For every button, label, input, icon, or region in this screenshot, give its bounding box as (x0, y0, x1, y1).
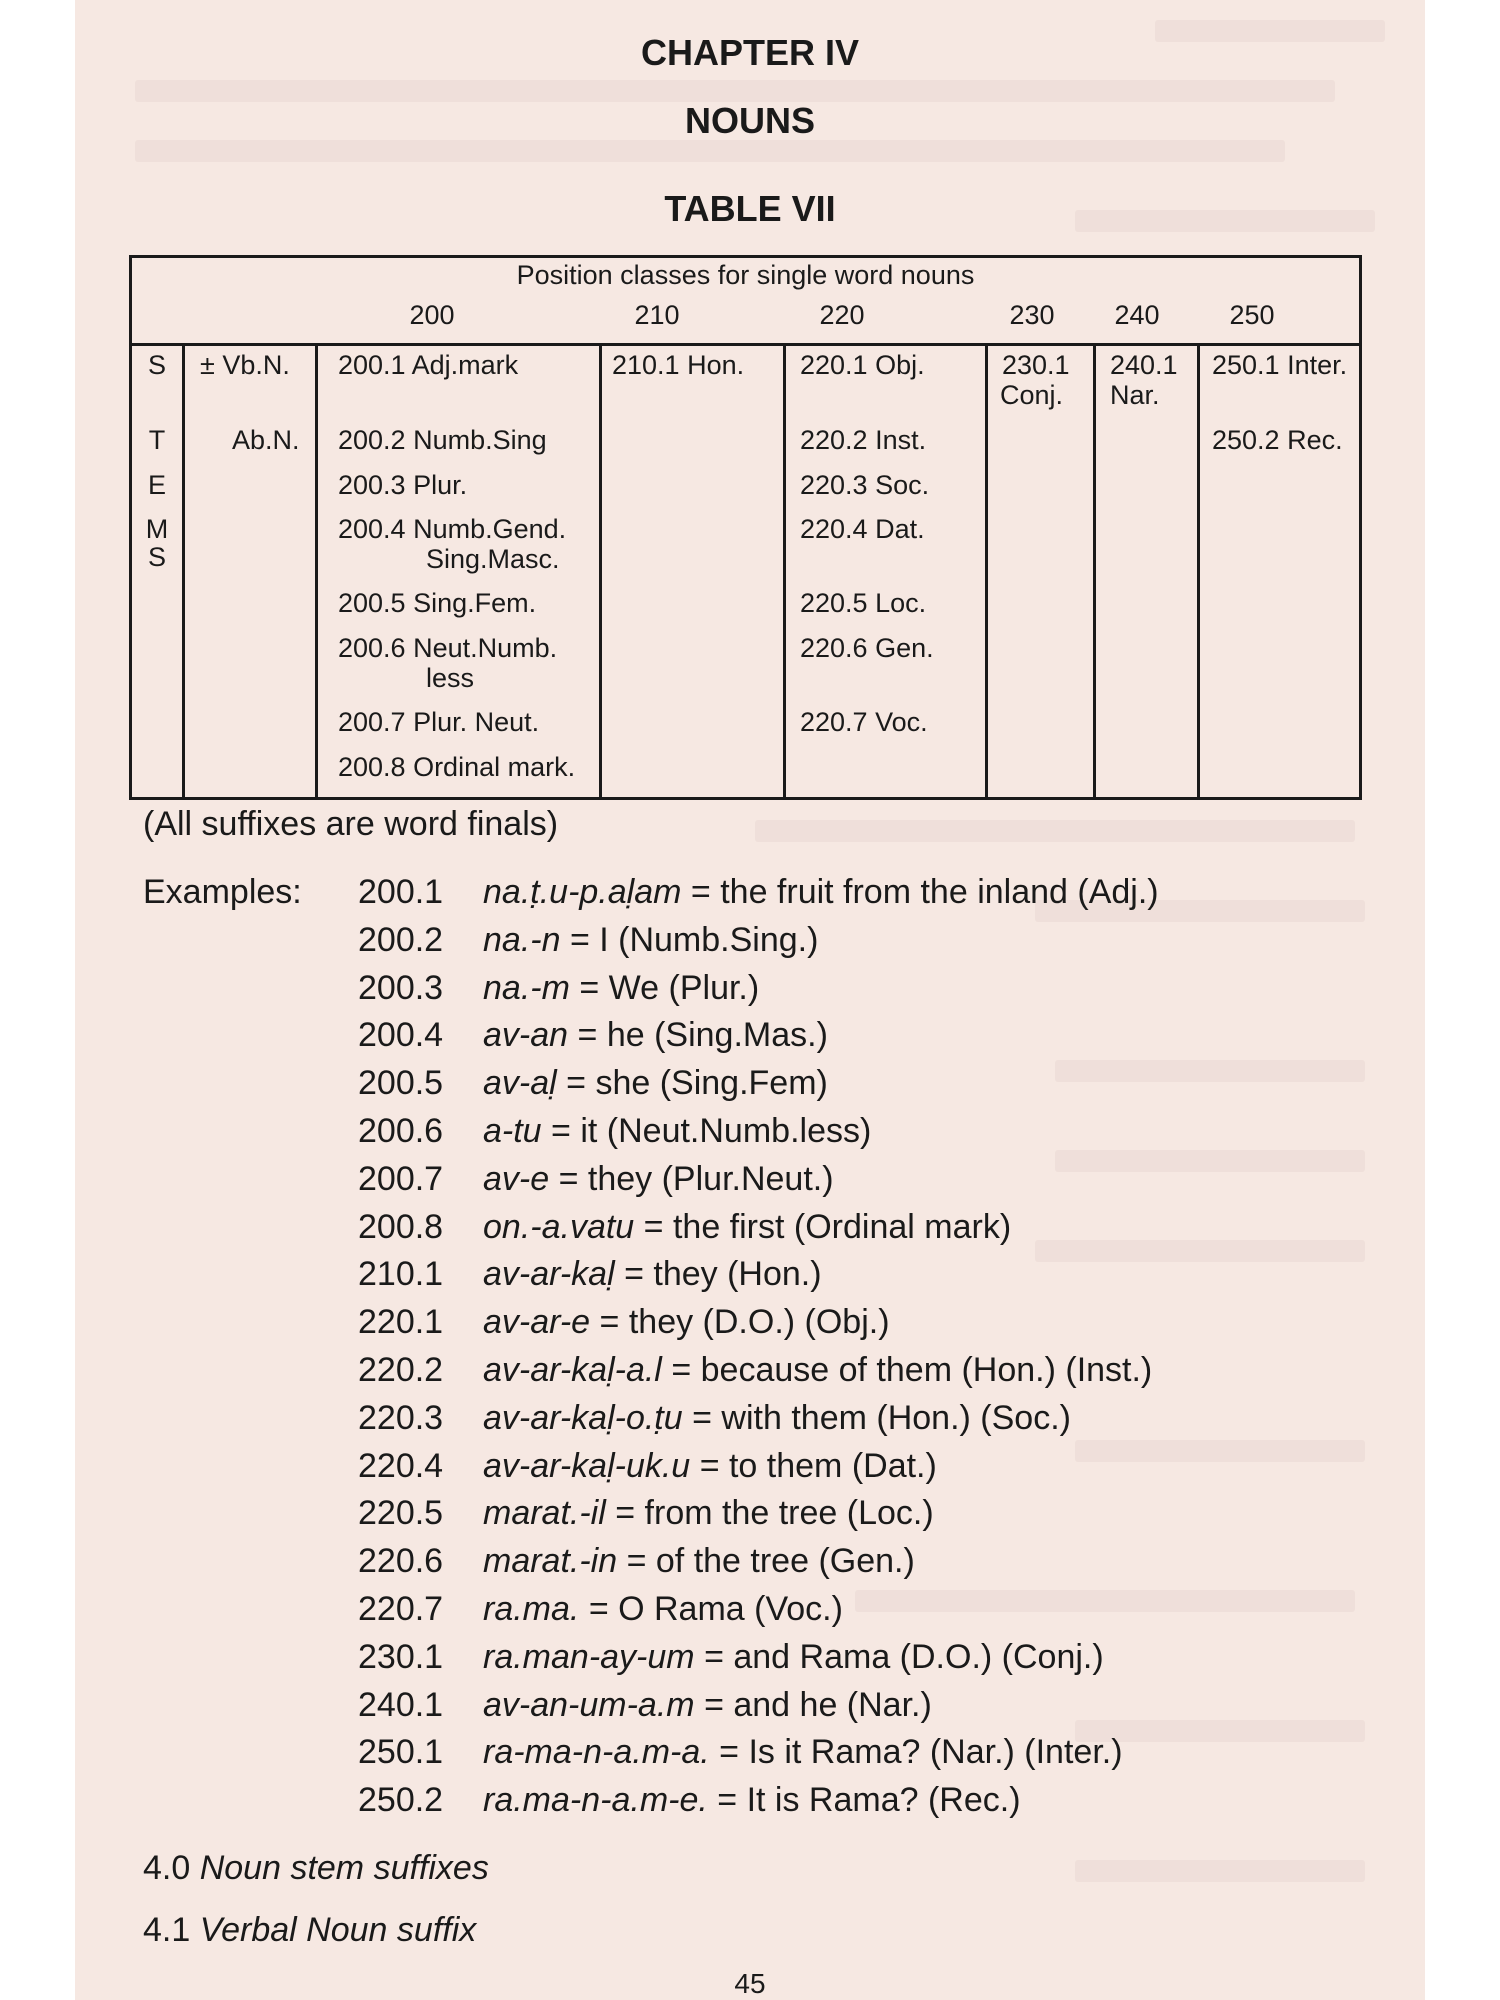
column-divider (599, 346, 602, 797)
stem-letter: M (145, 514, 169, 544)
example-number: 220.4 (358, 1446, 444, 1485)
cell-250-1: 250.1 Inter. (1212, 350, 1348, 380)
example-row (358, 1255, 822, 1294)
cell-230-1: 230.1 (1002, 350, 1070, 380)
example-row (358, 1016, 828, 1055)
example-row (358, 1542, 915, 1581)
example-row (358, 1494, 934, 1533)
example-form: na.-n (483, 920, 561, 959)
example-gloss: = because of them (Hon.) (Inst.) (671, 1351, 1153, 1389)
stem-letter: S (147, 542, 166, 572)
example-row (358, 1638, 1104, 1677)
example-gloss: = to them (Dat.) (699, 1446, 937, 1485)
cell-200-4-cont: Sing.Masc. (426, 544, 560, 574)
table-caption: Position classes for single word nouns (516, 260, 975, 290)
cell-220-2: 220.2 Inst. (800, 425, 927, 455)
stem-type-abstract-noun: Ab.N. (232, 425, 300, 455)
example-number: 220.6 (358, 1542, 444, 1581)
example-number: 230.1 (358, 1637, 444, 1676)
example-row (358, 1686, 932, 1725)
example-row (358, 1590, 843, 1629)
example-row (358, 1160, 834, 1199)
example-row (358, 1303, 890, 1342)
example-number: 220.7 (358, 1590, 444, 1628)
example-gloss: = the first (Ordinal mark) (643, 1207, 1012, 1246)
example-form: na.ṭ.u-p.aḷam (483, 873, 682, 911)
example-row (358, 1208, 1011, 1247)
example-gloss: = I (Numb.Sing.) (569, 920, 819, 959)
cell-200-7: 200.7 Plur. Neut. (338, 707, 540, 737)
example-form: ra-ma-n-a.m-a. (483, 1733, 710, 1772)
stem-letter: T (148, 425, 166, 455)
example-form: av-an (483, 1016, 569, 1055)
cell-200-1: 200.1 Adj.mark (338, 350, 519, 380)
cell-200-8: 200.8 Ordinal mark. (338, 752, 576, 782)
example-row (358, 1781, 1021, 1820)
cell-200-6-cont: less (426, 663, 475, 693)
example-row (358, 921, 818, 960)
section-number: 4.0 (143, 1849, 191, 1887)
table-note: (All suffixes are word finals) (143, 805, 559, 843)
example-number: 200.2 (358, 920, 444, 959)
cell-220-6: 220.6 Gen. (800, 633, 934, 663)
example-form: av-ar-kaḷ-uk.u (483, 1446, 691, 1485)
example-gloss: = they (Plur.Neut.) (558, 1159, 834, 1198)
column-divider (1197, 346, 1200, 797)
cell-210-1: 210.1 Hon. (612, 350, 745, 380)
position-classes-table (129, 255, 1362, 800)
example-number: 200.8 (358, 1207, 444, 1246)
example-form: av-e (483, 1159, 550, 1198)
section-heading (143, 1849, 489, 1888)
example-gloss: = and he (Nar.) (704, 1685, 932, 1724)
example-number: 200.6 (358, 1112, 444, 1150)
cell-220-3: 220.3 Soc. (800, 470, 930, 500)
example-number: 200.7 (358, 1159, 444, 1198)
cell-200-2: 200.2 Numb.Sing (338, 425, 547, 455)
example-number: 220.5 (358, 1494, 444, 1533)
stem-type-verbal-noun: ± Vb.N. (200, 350, 290, 380)
column-divider (783, 346, 786, 797)
example-row (358, 1351, 1152, 1390)
cell-200-5: 200.5 Sing.Fem. (338, 588, 537, 618)
column-header-250: 250 (1229, 300, 1275, 330)
column-header-240: 240 (1114, 300, 1160, 330)
section-number: 4.1 (143, 1911, 191, 1949)
example-gloss: = O Rama (Voc.) (588, 1590, 843, 1628)
example-form: av-ar-kaḷ (483, 1255, 615, 1294)
example-form: na.-m (483, 968, 570, 1007)
example-form: on.-a.vatu (483, 1207, 635, 1246)
example-row (358, 1112, 871, 1151)
example-form: av-an-um-a.m (483, 1685, 695, 1724)
example-row (358, 969, 759, 1008)
example-gloss: = We (Plur.) (579, 968, 760, 1007)
example-number: 200.4 (358, 1016, 444, 1055)
example-number: 200.1 (358, 873, 444, 911)
example-form: av-ar-e (483, 1303, 591, 1342)
page-number: 45 (734, 1968, 766, 1999)
cell-220-5: 220.5 Loc. (800, 588, 927, 618)
example-number: 250.2 (358, 1781, 444, 1820)
cell-200-6: 200.6 Neut.Numb. (338, 633, 558, 663)
example-form: ra.ma-n-a.m-e. (483, 1781, 708, 1820)
chapter-heading: CHAPTER IV (640, 32, 860, 73)
example-number: 200.5 (358, 1064, 444, 1103)
table-title: TABLE VII (664, 188, 836, 229)
example-gloss: = he (Sing.Mas.) (577, 1016, 828, 1055)
example-row (358, 1447, 937, 1486)
stem-letter: E (147, 470, 166, 500)
example-number: 220.1 (358, 1303, 444, 1342)
examples-label: Examples: (143, 873, 302, 911)
example-row (358, 1733, 1123, 1772)
example-form: a-tu (483, 1112, 542, 1150)
cell-220-1: 220.1 Obj. (800, 350, 925, 380)
stem-letter: S (147, 350, 166, 380)
example-row (358, 1399, 1071, 1438)
example-form: ra.man-ay-um (483, 1637, 695, 1676)
column-divider (315, 346, 318, 797)
cell-230-1-cont: Conj. (1000, 380, 1064, 410)
cell-200-3: 200.3 Plur. (338, 470, 468, 500)
example-number: 200.3 (358, 968, 444, 1007)
cell-240-1: 240.1 (1110, 350, 1178, 380)
example-gloss: = they (Hon.) (624, 1255, 822, 1294)
example-form: ra.ma. (483, 1590, 580, 1628)
example-gloss: = and Rama (D.O.) (Conj.) (704, 1637, 1104, 1676)
page-title: NOUNS (684, 100, 815, 141)
column-header-210: 210 (634, 300, 680, 330)
section-title: Verbal Noun suffix (199, 1911, 477, 1949)
column-header-200: 200 (409, 300, 455, 330)
column-header-220: 220 (819, 300, 865, 330)
example-gloss: = the fruit from the inland (Adj.) (690, 873, 1159, 911)
example-gloss: = Is it Rama? (Nar.) (Inter.) (719, 1733, 1123, 1772)
column-divider (985, 346, 988, 797)
example-row (358, 1064, 828, 1103)
example-form: av-ar-kaḷ-o.ṭu (483, 1398, 683, 1437)
example-gloss: = they (D.O.) (Obj.) (599, 1303, 890, 1342)
cell-200-4: 200.4 Numb.Gend. (338, 514, 567, 544)
example-gloss: = it (Neut.Numb.less) (551, 1112, 872, 1150)
cell-220-4: 220.4 Dat. (800, 514, 925, 544)
cell-240-1-cont: Nar. (1110, 380, 1160, 410)
cell-250-2: 250.2 Rec. (1212, 425, 1343, 455)
section-heading (143, 1911, 476, 1950)
example-form: av-ar-kaḷ-a.l (483, 1351, 662, 1389)
example-gloss: = she (Sing.Fem) (566, 1064, 828, 1103)
example-gloss: = It is Rama? (Rec.) (717, 1781, 1021, 1820)
example-gloss: = with them (Hon.) (Soc.) (692, 1398, 1071, 1437)
example-gloss: = from the tree (Loc.) (615, 1494, 934, 1533)
example-form: marat.-il (483, 1494, 606, 1533)
example-number: 210.1 (358, 1255, 444, 1294)
example-number: 250.1 (358, 1733, 444, 1772)
book-page (75, 0, 1425, 2000)
example-number: 240.1 (358, 1685, 444, 1724)
example-form: av-aḷ (483, 1064, 557, 1103)
column-header-230: 230 (1009, 300, 1055, 330)
column-divider (182, 346, 185, 797)
example-gloss: = of the tree (Gen.) (626, 1542, 915, 1581)
example-number: 220.3 (358, 1398, 444, 1437)
column-divider (1093, 346, 1096, 797)
example-row (358, 873, 1159, 912)
example-number: 220.2 (358, 1351, 444, 1389)
example-form: marat.-in (483, 1542, 618, 1581)
section-title: Noun stem suffixes (199, 1849, 489, 1887)
cell-220-7: 220.7 Voc. (800, 707, 928, 737)
